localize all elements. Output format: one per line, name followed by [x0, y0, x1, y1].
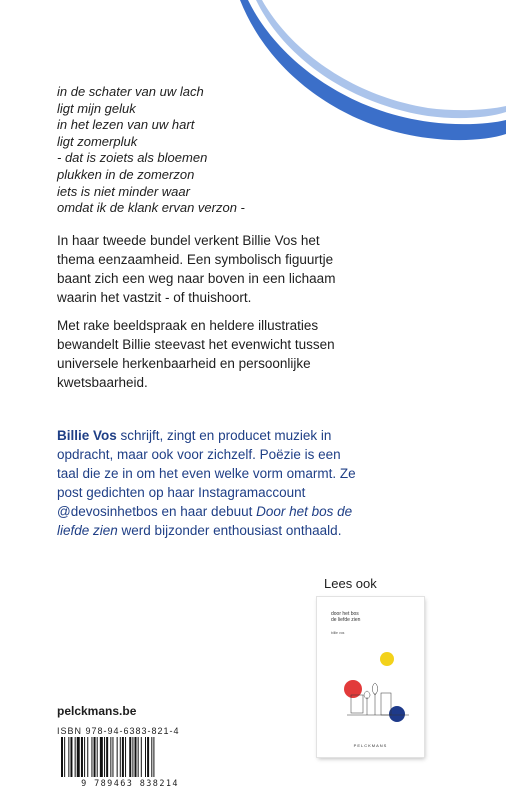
related-book-author: billie vos	[331, 631, 345, 635]
barcode-bar	[100, 737, 103, 777]
blurb-paragraph-2: Met rake beeldspraak en heldere illustraties bewandelt Billie steevast het evenwicht tussen universele herkenbaarheid en persoonlijke kwetsbaarheid.	[57, 318, 335, 390]
author-bio	[57, 426, 357, 540]
barcode-bar	[94, 737, 96, 777]
barcode-bar	[145, 737, 146, 777]
poem-line: in het lezen van uw hart	[57, 117, 195, 133]
blurb-paragraph-1: In haar tweede bundel verkent Billie Vos het thema eenzaamheid. Een symbolisch figuurtje baant zich een weg naar boven in een lichaam waarin het vastzit - of thuishoort.	[57, 233, 336, 305]
bio-text: schrijft, zingt en producet muziek in opdracht, maar ook voor zichzelf. Poëzie is een taal die ze in om het even welke vorm omarmt. Ze post gedichten op haar Instagramaccount @devosinhetbos en haar debuut	[57, 428, 356, 519]
poem	[57, 84, 245, 217]
barcode-bar	[68, 737, 69, 777]
barcode-bar	[75, 737, 76, 777]
barcode-bar	[110, 737, 111, 777]
poem-line: - dat is zoiets als bloemen	[57, 150, 208, 166]
barcode-bar	[138, 737, 139, 777]
barcode-bar	[141, 737, 142, 777]
poem-line: ligt zomerpluk	[57, 133, 138, 149]
isbn-text: ISBN 978-94-6383-821-4	[57, 726, 180, 736]
barcode-bar	[122, 737, 124, 777]
barcode-bar	[87, 737, 88, 777]
barcode-bar	[97, 737, 98, 777]
related-book-cover	[317, 597, 424, 757]
barcode-bar	[117, 737, 118, 777]
barcode-bar	[61, 737, 63, 777]
barcode-bar	[120, 737, 121, 777]
bio-text-end: werd bijzonder enthousiast onthaald.	[117, 523, 342, 538]
barcode-bar	[104, 737, 105, 777]
barcode	[57, 737, 203, 779]
author-name: Billie Vos	[57, 428, 117, 443]
poem-line: omdat ik de klank ervan verzon -	[57, 200, 245, 216]
poem-line: plukken in de zomerzon	[57, 166, 195, 182]
barcode-bar	[70, 737, 72, 777]
barcode-bar	[125, 737, 126, 777]
poem-line: iets is niet minder waar	[57, 183, 190, 199]
barcode-bar	[84, 737, 85, 777]
barcode-bar	[151, 737, 152, 777]
barcode-bar	[129, 737, 131, 777]
barcode-bar	[112, 737, 113, 777]
debut-title: Door het bos de liefde zien	[57, 504, 353, 538]
barcode-bar	[91, 737, 92, 777]
related-book-publisher: PELCKMANS	[353, 743, 388, 748]
barcode-bar	[153, 737, 154, 777]
barcode-bar	[132, 737, 133, 777]
lees-ook-label: Lees ook	[324, 576, 377, 591]
poem-line: ligt mijn geluk	[57, 100, 136, 116]
barcode-bar	[77, 737, 80, 777]
barcode-bar	[135, 737, 137, 777]
barcode-bar	[64, 737, 65, 777]
publisher-website: pelckmans.be	[57, 704, 137, 718]
barcode-bar	[81, 737, 83, 777]
poem-line: in de schater van uw lach	[57, 84, 204, 99]
barcode-number: 9 789463 838214	[81, 779, 179, 789]
barcode-bar	[147, 737, 149, 777]
cover-illustration	[317, 597, 424, 757]
related-book-title: door het bos de liefde zien	[331, 611, 361, 623]
barcode-bar	[106, 737, 108, 777]
